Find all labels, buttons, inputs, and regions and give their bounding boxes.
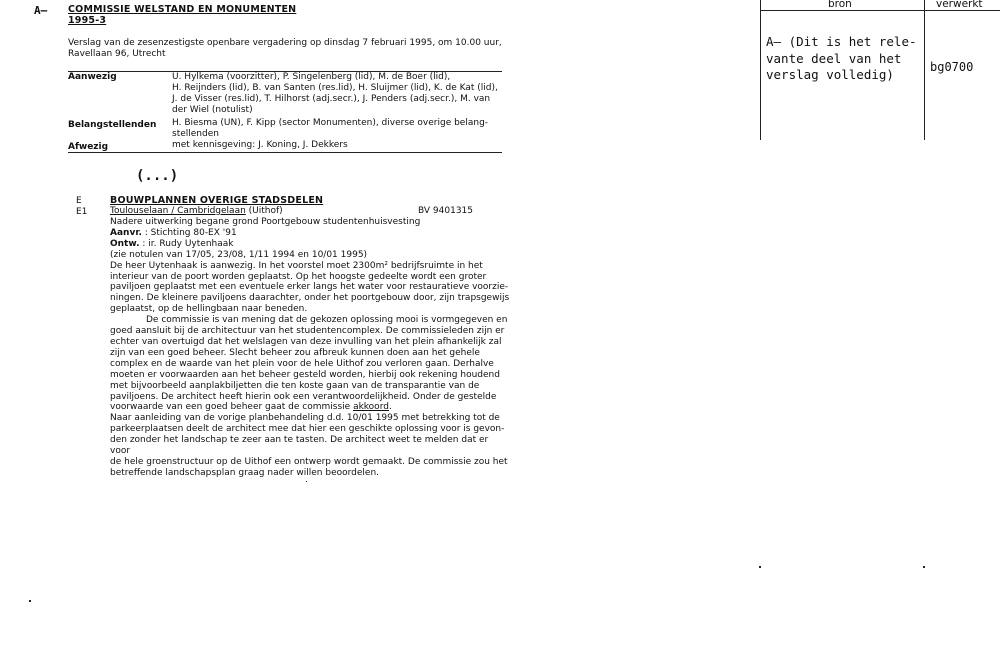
paragraph-line: zijn van een goed beheer. Slecht beheer zou afbreuk kunnen doen aan het gehele: [110, 347, 480, 358]
item-location: Toulouselaan / Cambridgelaan: [110, 206, 246, 216]
report-line: Verslag van de zesenzestigste openbare vergadering op dinsdag 7 februari 1995, om 10.00 uur,: [68, 38, 502, 48]
paragraph-line: den zonder het landschap te zeer aan te tasten. De architect weet te melden dat er voor: [110, 435, 489, 457]
report-line: Ravellaan 96, Utrecht: [68, 48, 166, 59]
stakeholders-label: Belangstellenden: [68, 120, 157, 130]
paragraph-line: complex en de waarde van het plein voor de hele Uithof zou verloren gaan. Derhalve: [110, 358, 494, 369]
paragraph-line: [110, 402, 510, 413]
scan-speck: [306, 481, 307, 482]
paragraph-line: paviljoen geplaatst met een eventuele erker langs het water voor restauratieve voorzie-: [110, 282, 509, 293]
item-reference: BV 9401315: [418, 206, 473, 216]
present-line: H. Reijnders (lid), B. van Santen (res.lid), H. Sluijmer (lid), K. de Kat (lid),: [172, 82, 498, 93]
document-number: 1995-3: [68, 15, 107, 26]
stakeholders-list: [172, 118, 488, 140]
report-intro: [68, 38, 502, 60]
item-number: E1: [76, 207, 88, 217]
section-letter: E: [76, 196, 82, 206]
paragraph-line: echter van overtuigd dat het welslagen van deze invulling van het plein afhankelijk zal: [110, 336, 502, 347]
section-title: BOUWPLANNEN OVERIGE STADSDELEN: [110, 195, 324, 206]
present-label: Aanwezig: [68, 72, 117, 82]
paragraph-line: ningen. De kleinere paviljoens daarachter, onder het poortgebouw door, zijn trapsgewijs: [110, 293, 510, 304]
scan-speck: [29, 600, 31, 602]
present-list: [172, 72, 498, 116]
present-line: U. Hylkema (voorzitter), P. Singelenberg (lid), M. de Boer (lid),: [172, 72, 451, 82]
paragraph-line: betreffende landschapsplan graag nader willen beoordelen.: [110, 467, 380, 478]
paragraph-line: interieur van de poort worden geplaatst. Op het hoogste gedeelte wordt een groter: [110, 271, 487, 282]
absent-list: met kennisgeving: J. Koning, J. Dekkers: [172, 140, 348, 150]
paragraph-line: Naar aanleiding van de vorige planbehandeling d.d. 10/01 1995 met betrekking tot de: [110, 413, 500, 424]
document-title: COMMISSIE WELSTAND EN MONUMENTEN: [68, 4, 297, 15]
absent-label: Afwezig: [68, 142, 109, 152]
stakeholders-line: stellenden: [172, 128, 219, 139]
side-table-divider: [924, 0, 925, 140]
present-line: J. de Visser (res.lid), T. Hilhorst (adj.secr.), J. Penders (adj.secr.), M. van: [172, 93, 491, 104]
item-heading: [110, 206, 283, 217]
paragraph-text: .: [388, 402, 392, 413]
scan-speck: [759, 566, 761, 568]
applicant-row: [110, 228, 510, 239]
stakeholders-line: H. Biesma (UN), F. Kipp (sector Monumenten), diverse overige belang-: [172, 118, 489, 128]
paragraph-line: goed aansluit bij de architectuur van het studentencomplex. De commissieleden zijn er: [110, 326, 505, 337]
item-body: [110, 217, 510, 479]
side-table-header-rule: [760, 10, 1000, 11]
note-line: A– (Dit is het rele-: [766, 34, 917, 49]
paragraph-line: met bijvoorbeeld aanplakbiljetten die ten koste gaan van de transparantie van de: [110, 380, 480, 391]
item-district: (Uithof): [248, 206, 283, 216]
note-line: verslag volledig): [766, 67, 894, 82]
item-description: Nadere uitwerking begane grond Poortgebouw studentenhuisvesting: [110, 217, 421, 227]
designer-row: [110, 239, 510, 250]
processed-code: bg0700: [930, 60, 974, 74]
attendance-bottom-rule: [68, 152, 502, 153]
side-table-left-border: [760, 0, 761, 140]
paragraph-1: [110, 261, 510, 316]
decision-keyword: akkoord: [353, 402, 389, 413]
present-line: der Wiel (notulist): [172, 104, 253, 115]
applicant-label: Aanvr.: [110, 227, 142, 238]
paragraph-line: De heer Uytenhaak is aanwezig. In het voorstel moet 2300m² bedrijfsruimte in het: [110, 260, 483, 271]
paragraph-3: [110, 413, 510, 478]
paragraph-line: paviljoens. De architect heeft hierin ook een verantwoordelijkheid. Onder de gestelde: [110, 391, 497, 402]
designer-label: Ontw.: [110, 238, 140, 249]
applicant-value: : Stichting 80-EX '91: [144, 227, 237, 238]
source-note: [766, 34, 917, 84]
paragraph-line: parkeerplaatsen deelt de architect mee dat hier een geschikte oplossing voor is gevon-: [110, 424, 505, 435]
paragraph-line: De commissie is van mening dat de gekozen oplossing mooi is vormgegeven en: [146, 315, 508, 326]
column-bron: bron: [828, 0, 852, 10]
paragraph-text: voorwaarde van een goed beheer gaat de commissie: [110, 402, 354, 413]
paragraph-line: moeten er voorwaarden aan het beheer gesteld worden, hierbij ook rekening houdend: [110, 369, 500, 380]
margin-mark: A–: [34, 4, 48, 17]
paragraph-2: [110, 315, 510, 413]
minutes-reference: (zie notulen van 17/05, 23/08, 1/11 1994 en 10/01 1995): [110, 249, 368, 260]
column-verwerkt: verwerkt: [936, 0, 983, 10]
omission-mark: (...): [136, 168, 179, 184]
designer-value: : ir. Rudy Uytenhaak: [142, 238, 234, 249]
paragraph-line: de hele groenstructuur op de Uithof een ontwerp wordt gemaakt. De commissie zou het: [110, 456, 508, 467]
note-line: vante deel van het: [766, 50, 902, 66]
paragraph-line: geplaatst, op de hellingbaan naar beneden.: [110, 304, 308, 315]
scan-speck: [923, 566, 925, 568]
